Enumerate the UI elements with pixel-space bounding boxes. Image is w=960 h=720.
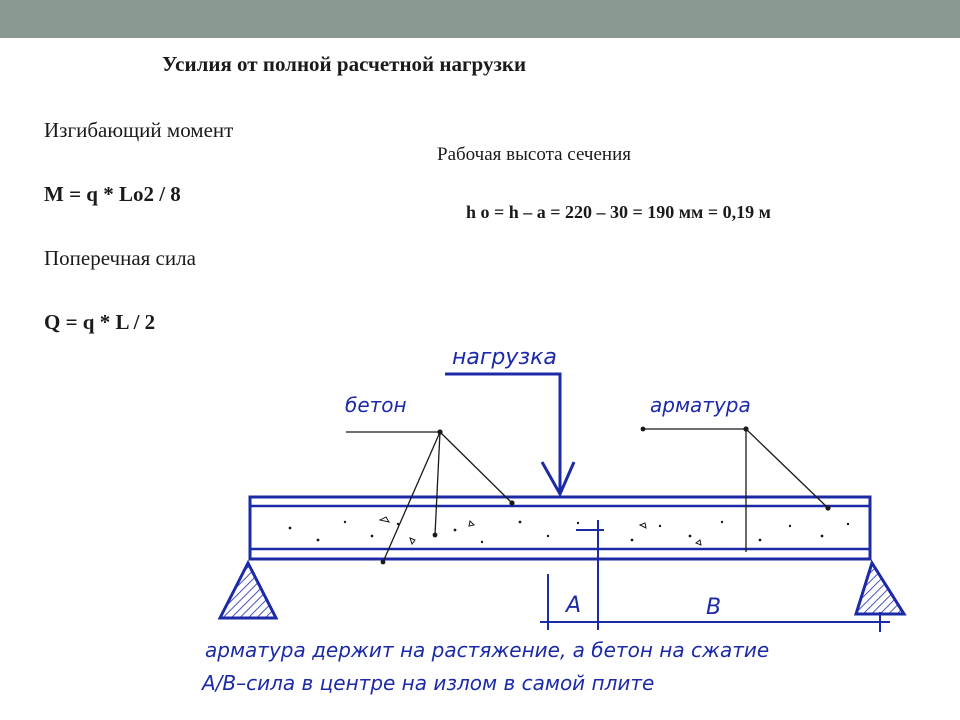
support-left	[220, 563, 276, 618]
beam-slab	[250, 497, 870, 559]
note-line-2: A/B–сила в центре на излом в самой плите	[202, 671, 655, 695]
rebar-label: арматура	[650, 393, 751, 417]
support-right	[856, 563, 904, 614]
slide-title: Усилия от полной расчетной нагрузки	[162, 52, 527, 76]
load-label: нагрузка	[452, 345, 557, 370]
bending-moment-label: Изгибающий момент	[44, 118, 234, 142]
note-line-1: арматура держит на растяжение, а бетон на сжатие	[205, 638, 770, 662]
bending-moment-formula: M = q * Lo2 / 8	[44, 182, 181, 206]
support-a-label: A	[566, 593, 582, 618]
shear-force-label: Поперечная сила	[44, 246, 196, 270]
working-height-formula: h o = h – a = 220 – 30 = 190 мм = 0,19 м	[466, 202, 771, 222]
load-arrow-icon	[445, 374, 574, 494]
support-b-label: B	[706, 595, 722, 620]
shear-force-formula: Q = q * L / 2	[44, 310, 156, 334]
working-height-label: Рабочая высота сечения	[437, 144, 631, 165]
concrete-label: бетон	[345, 393, 407, 417]
